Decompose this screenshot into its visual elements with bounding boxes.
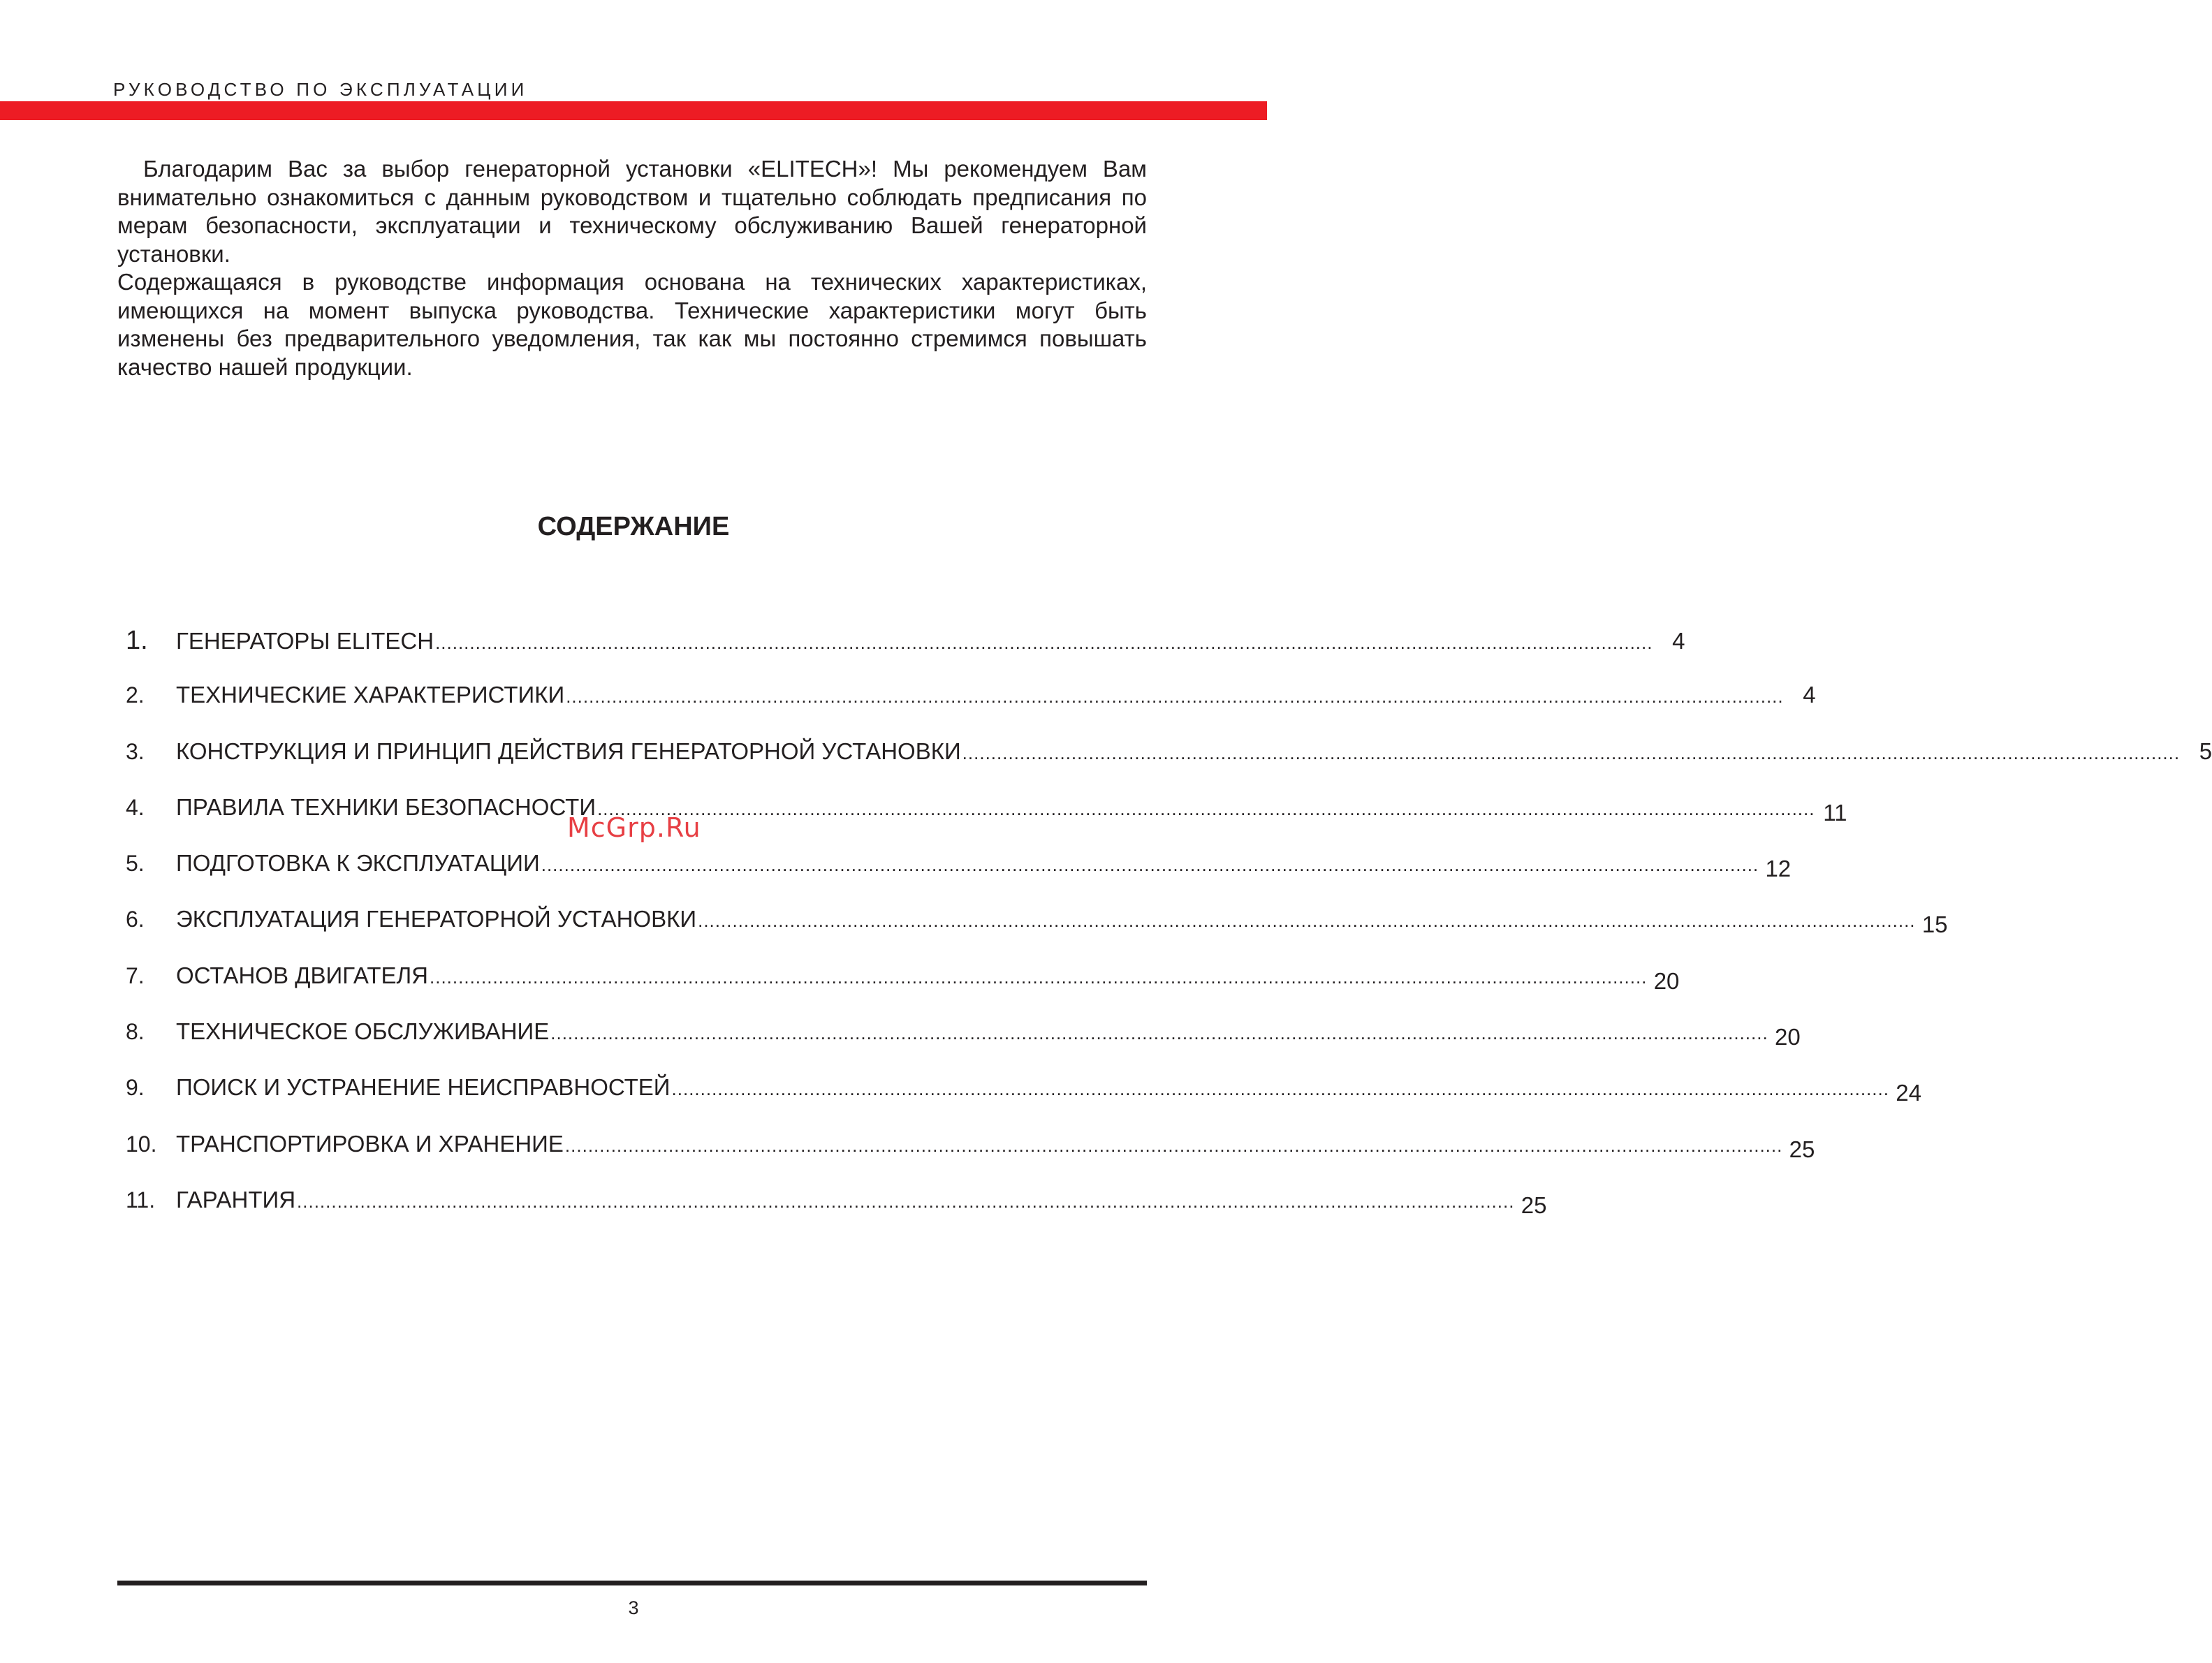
toc-entry-number: 1.: [126, 626, 148, 655]
intro-text: [117, 155, 1147, 381]
toc-entry-title: ПРАВИЛА ТЕХНИКИ БЕЗОПАСНОСТИ: [176, 793, 596, 820]
toc-entry-page: 11: [1823, 799, 1847, 826]
toc-entry-number: 3.: [126, 738, 145, 764]
toc-entry-number: 7.: [126, 962, 145, 988]
toc-entry[interactable]: [126, 1186, 1547, 1243]
toc-entry-number: 9.: [126, 1075, 145, 1101]
toc-entry-title: КОНСТРУКЦИЯ И ПРИНЦИП ДЕЙСТВИЯ ГЕНЕРАТОРНОЙ УСТАНОВКИ: [176, 738, 961, 764]
toc-entry-page: 25: [1789, 1136, 1815, 1162]
toc-entry-title: ПОИСК И УСТРАНЕНИЕ НЕИСПРАВНОСТЕЙ: [176, 1074, 671, 1101]
header-red-band: [0, 101, 1267, 120]
toc-entry[interactable]: [126, 850, 1792, 906]
toc-entry-page: 4: [1672, 628, 1685, 654]
toc-title: СОДЕРЖАНИЕ: [537, 512, 730, 541]
intro-paragraph-1: Благодарим Вас за выбор генераторной установки «ELITECH»! Мы рекомендуем Вам внимательно ознакомиться с данным руководством и тщательно соблюдать предписания по мерам безопасности, эксплуатации и техническому обслуживанию Вашей генераторной установки.: [117, 156, 1147, 267]
toc-entry-number: 6.: [126, 907, 145, 932]
toc-entry-title: ГЕНЕРАТОРЫ ELITECH: [176, 628, 434, 654]
toc-entry-page: 12: [1765, 856, 1792, 882]
toc-leader-dots: ....................................................................................................................................................................................................................: [430, 966, 1648, 988]
toc-entry[interactable]: [126, 738, 2212, 794]
toc-entry-page: 5: [2199, 738, 2212, 764]
toc-entry[interactable]: [126, 1130, 1815, 1187]
toc-entry-title: ТЕХНИЧЕСКИЕ ХАРАКТЕРИСТИКИ: [176, 682, 565, 708]
toc-entry-title: ОСТАНОВ ДВИГАТЕЛЯ: [176, 962, 428, 988]
toc-entry-title: ЭКСПЛУАТАЦИЯ ГЕНЕРАТОРНОЙ УСТАНОВКИ: [176, 906, 697, 932]
page-number: 3: [628, 1597, 639, 1618]
toc-leader-dots: ....................................................................................................................................................................................................................: [698, 910, 1916, 932]
running-header-title: РУКОВОДСТВО ПО ЭКСПЛУАТАЦИИ: [113, 79, 528, 100]
toc-entry-title: ГАРАНТИЯ: [176, 1186, 296, 1213]
toc-leader-dots: ....................................................................................................................................................................................................................: [566, 686, 1784, 708]
toc-entry-number: 11.: [126, 1187, 156, 1213]
toc-entry[interactable]: [126, 962, 1680, 1018]
toc-leader-dots: ....................................................................................................................................................................................................................: [564, 1134, 1783, 1156]
toc-entry-title: ТЕХНИЧЕСКОЕ ОБСЛУЖИВАНИЕ: [176, 1018, 550, 1045]
toc-entry-number: 4.: [126, 794, 145, 820]
toc-entry-title: ТРАНСПОРТИРОВКА И ХРАНЕНИЕ: [176, 1130, 564, 1157]
toc-entry-number: 5.: [126, 851, 145, 877]
toc-entry-page: 15: [1921, 911, 1948, 938]
toc-leader-dots: ....................................................................................................................................................................................................................: [297, 1190, 1515, 1212]
toc-entry[interactable]: [126, 626, 1685, 682]
toc-entry-page: 24: [1896, 1080, 1921, 1106]
toc-leader-dots: ....................................................................................................................................................................................................................: [597, 798, 1815, 819]
watermark-text: McGrp.Ru: [567, 812, 701, 843]
toc-leader-dots: ....................................................................................................................................................................................................................: [435, 632, 1653, 653]
toc-entry[interactable]: [126, 682, 1816, 738]
toc-leader-dots: ....................................................................................................................................................................................................................: [671, 1078, 1889, 1100]
toc-entry-number: 2.: [126, 682, 145, 708]
toc-entry-page: 20: [1774, 1024, 1801, 1050]
table-of-contents: [126, 626, 2212, 1243]
toc-entry-page: 25: [1521, 1192, 1547, 1218]
toc-entry-title: ПОДГОТОВКА К ЭКСПЛУАТАЦИИ: [176, 850, 540, 877]
toc-leader-dots: ....................................................................................................................................................................................................................: [962, 742, 2181, 763]
toc-entry-number: 8.: [126, 1019, 145, 1045]
toc-entry[interactable]: [126, 1074, 1921, 1130]
intro-paragraph-2: Содержащаяся в руководстве информация основана на технических характеристиках, имеющихся на момент выпуска руководства. Технические характеристики могут быть изменены без предварительного уведомления, так как мы постоянно стремимся повышать качество нашей продукции.: [117, 269, 1147, 380]
footer-rule: [117, 1581, 1147, 1585]
toc-leader-dots: ....................................................................................................................................................................................................................: [550, 1023, 1768, 1044]
toc-entry[interactable]: [126, 906, 1948, 962]
toc-entry-page: 4: [1803, 682, 1816, 708]
toc-entry-number: 10.: [126, 1131, 157, 1157]
toc-entry-page: 20: [1653, 967, 1680, 994]
toc-entry[interactable]: [126, 1018, 1801, 1074]
toc-leader-dots: ....................................................................................................................................................................................................................: [541, 854, 1759, 876]
